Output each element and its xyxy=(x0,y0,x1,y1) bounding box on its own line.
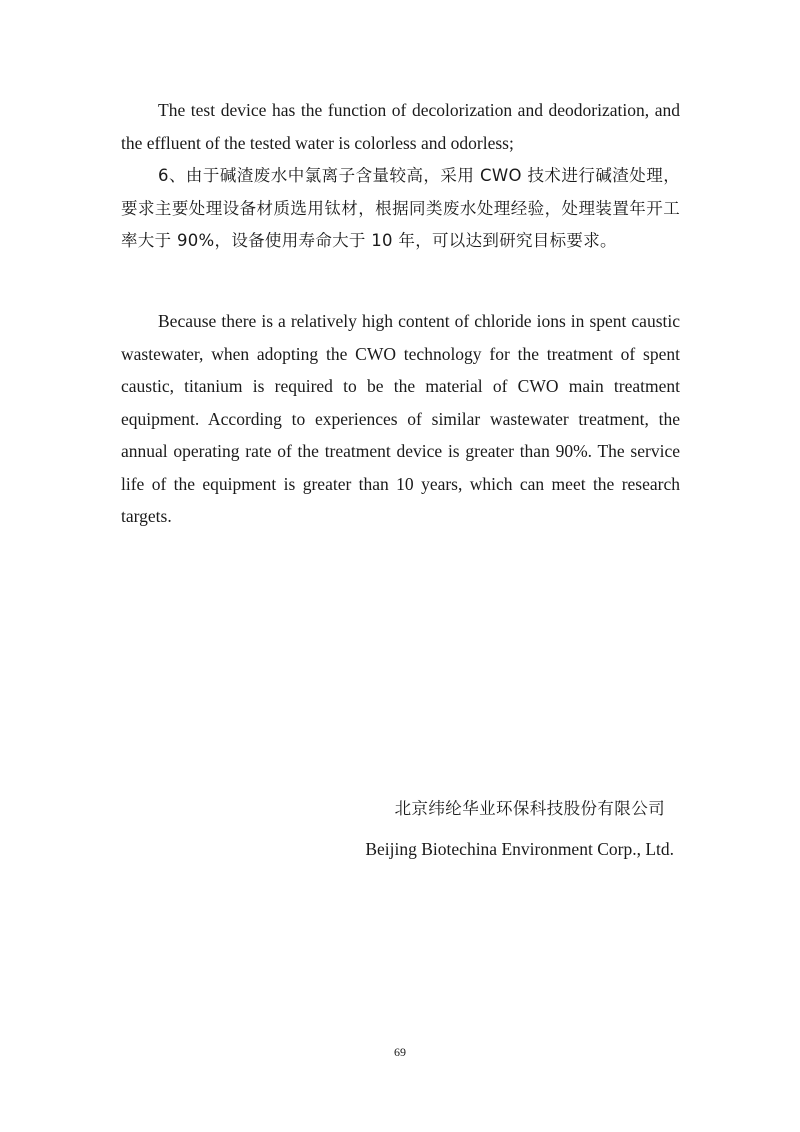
paragraph-item-6-english: Because there is a relatively high content of chloride ions in spent caustic wastewater, when adopting the CWO technology for the treatment of spent caustic, titanium is required to be the material of CWO main treatment equipment. According to experiences of similar wastewater treatment, the annual operating rate of the treatment device is greater than 90%. The service life of the equipment is greater than 10 years, which can meet the research targets. xyxy=(121,311,680,526)
paragraph-decolorization: The test device has the function of decolorization and deodorization, and the effluent of the tested water is colorless and odorless; xyxy=(121,100,680,153)
company-name-english: Beijing Biotechina Environment Corp., Ltd. xyxy=(365,839,674,859)
paragraph-item-6-chinese: 6、由于碱渣废水中氯离子含量较高，采用 CWO 技术进行碱渣处理，要求主要处理设备材质选用钛材，根据同类废水处理经验，处理装置年开工率大于 90%，设备使用寿命大于 10 年，可以达到研究目标要求。 xyxy=(121,166,680,250)
company-name-chinese: 北京纬纶华业环保科技股份有限公司 xyxy=(394,799,665,818)
page-number: 69 xyxy=(394,1045,406,1059)
